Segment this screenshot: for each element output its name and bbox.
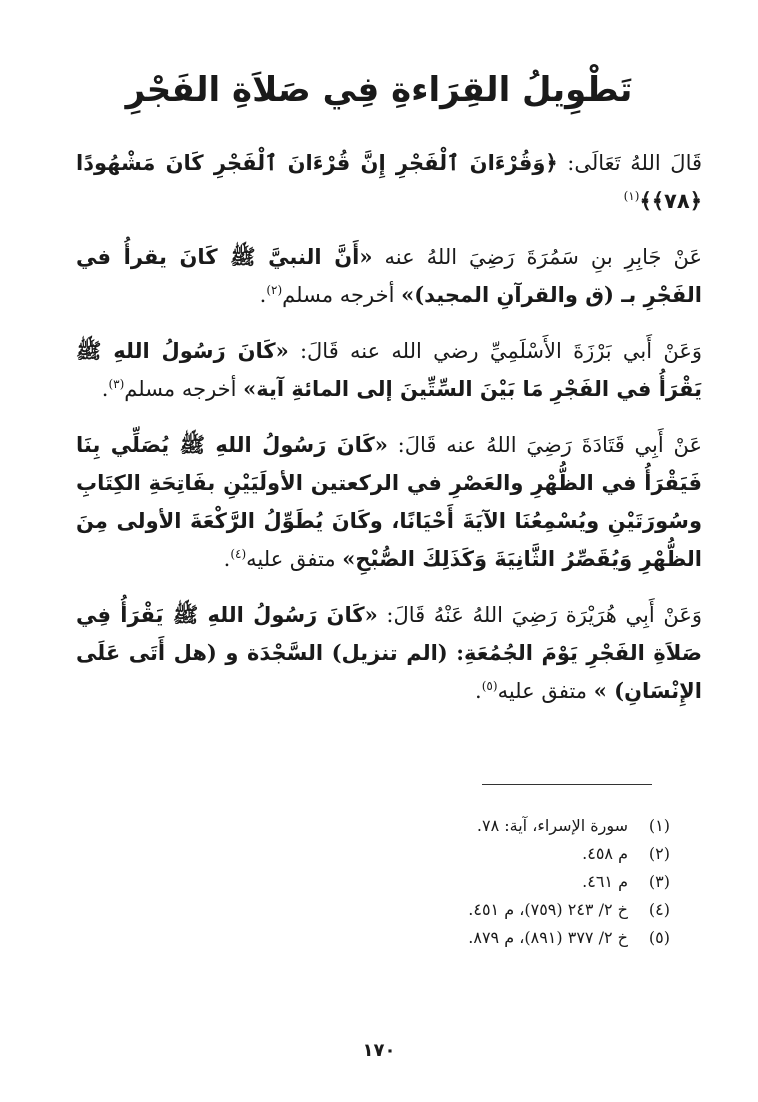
footnote-text: سورة الإسراء، آية: ٧٨. <box>476 816 628 835</box>
paragraph-lead: قَالَ اللهُ تَعَالَى: <box>557 151 702 175</box>
hadith-quote: «كَانَ رَسُولُ اللهِ ﷺ يَقْرَأُ في الفَجْرِ مَا بَيْنَ السِّتِّينَ إلى المائةِ آية» <box>76 338 702 401</box>
footnote-number: (٤) <box>648 900 670 919</box>
hadith-source: أخرجه مسلم <box>124 377 244 401</box>
period: . <box>475 679 482 703</box>
footnote-number: (٥) <box>648 928 670 947</box>
footnote-marker: (٥) <box>481 679 498 693</box>
paragraph-hadith-abu-hurairah <box>76 596 702 710</box>
footnote-text: خ ٢/ ٣٧٧ (٨٩١)، م ٨٧٩. <box>468 928 628 947</box>
footnote-number: (٣) <box>648 872 670 891</box>
footnote-number: (٢) <box>648 844 670 863</box>
footnote-item <box>120 896 670 924</box>
footnote-text: م ٤٥٨. <box>582 844 628 863</box>
paragraph-quran-verse <box>76 144 702 220</box>
footnote-item <box>120 812 670 840</box>
footnote-number: (١) <box>648 816 670 835</box>
hadith-source: متفق عليه <box>246 547 343 571</box>
footnote-item <box>120 840 670 868</box>
hadith-quote: «كَانَ رَسُولُ اللهِ ﷺ يُصَلِّي بِنَا فَيَقْرَأُ في الظُّهْرِ والعَصْرِ في الركعتين الأولَيَيْنِ بفَاتِحَةِ الكِتَابِ وسُورَتَيْنِ ويُسْمِعُنَا الآيَةَ أَحْيَانًا، وكَانَ يُطَوِّلُ الرَّكْعَةَ الأولى مِنَ الظُّهْرِ وَيُقَصِّرُ الثَّانِيَةَ وَكَذَلِكَ الصُّبْحِ» <box>76 432 702 571</box>
hadith-source: أخرجه مسلم <box>282 283 402 307</box>
period: . <box>223 547 231 571</box>
quran-quote: ﴿وَقُرْءَانَ ٱلْفَجْرِ إِنَّ قُرْءَانَ ٱلْفَجْرِ كَانَ مَشْهُودًا ﴿٧٨﴾﴾ <box>76 150 702 213</box>
page-title: تَطْوِيلُ القِرَاءةِ فِي صَلاَةِ الفَجْرِ <box>125 70 633 110</box>
paragraph-lead: عَنْ أَبِي قَتَادَةَ رَضِيَ اللهُ عنه قَالَ: <box>387 433 703 457</box>
paragraph-hadith-jabir <box>76 238 702 314</box>
period: . <box>101 377 109 401</box>
footnote-marker: (٤) <box>230 547 247 561</box>
footnote-text: خ ٢/ ٢٤٣ (٧٥٩)، م ٤٥١. <box>468 900 628 919</box>
footnote-marker: (٣) <box>108 377 125 391</box>
paragraph-lead: عَنْ جَابِرِ بنِ سَمُرَةَ رَضِيَ اللهُ عنه <box>372 245 702 269</box>
footnotes-list <box>120 812 670 952</box>
paragraph-hadith-abu-qatadah <box>76 426 702 578</box>
paragraph-hadith-abu-barzah <box>76 332 702 408</box>
footnote-text: م ٤٦١. <box>582 872 628 891</box>
page-number: ١٧٠ <box>362 1040 396 1061</box>
paragraph-lead: وَعَنْ أَبِي هُرَيْرَة رَضِيَ اللهُ عَنْهُ قَالَ: <box>377 603 702 627</box>
footnote-divider <box>482 784 652 785</box>
footnote-marker: (٢) <box>266 283 283 297</box>
period: . <box>259 283 267 307</box>
footnote-item <box>120 868 670 896</box>
hadith-quote: «أَنَّ النبيَّ ﷺ كَانَ يقرأُ في الفَجْرِ بـ (ق والقرآنِ المجيد)» <box>76 244 702 307</box>
footnote-marker: (١) <box>623 189 640 203</box>
footnote-item <box>120 924 670 952</box>
paragraph-lead: وَعَنْ أَبي بَرْزَةَ الأَسْلَمِيِّ رضي الله عنه قَالَ: <box>288 339 703 363</box>
hadith-quote: «كَانَ رَسُولُ اللهِ ﷺ يَقْرَأُ فِي صَلاَةِ الفَجْرِ يَوْمَ الجُمُعَةِ: (الم تنزيل) السَّجْدَة و (هل أَتَى عَلَى الإِنْسَانِ) » <box>76 602 702 703</box>
hadith-source: متفق عليه <box>497 679 594 703</box>
body-text <box>76 144 702 728</box>
